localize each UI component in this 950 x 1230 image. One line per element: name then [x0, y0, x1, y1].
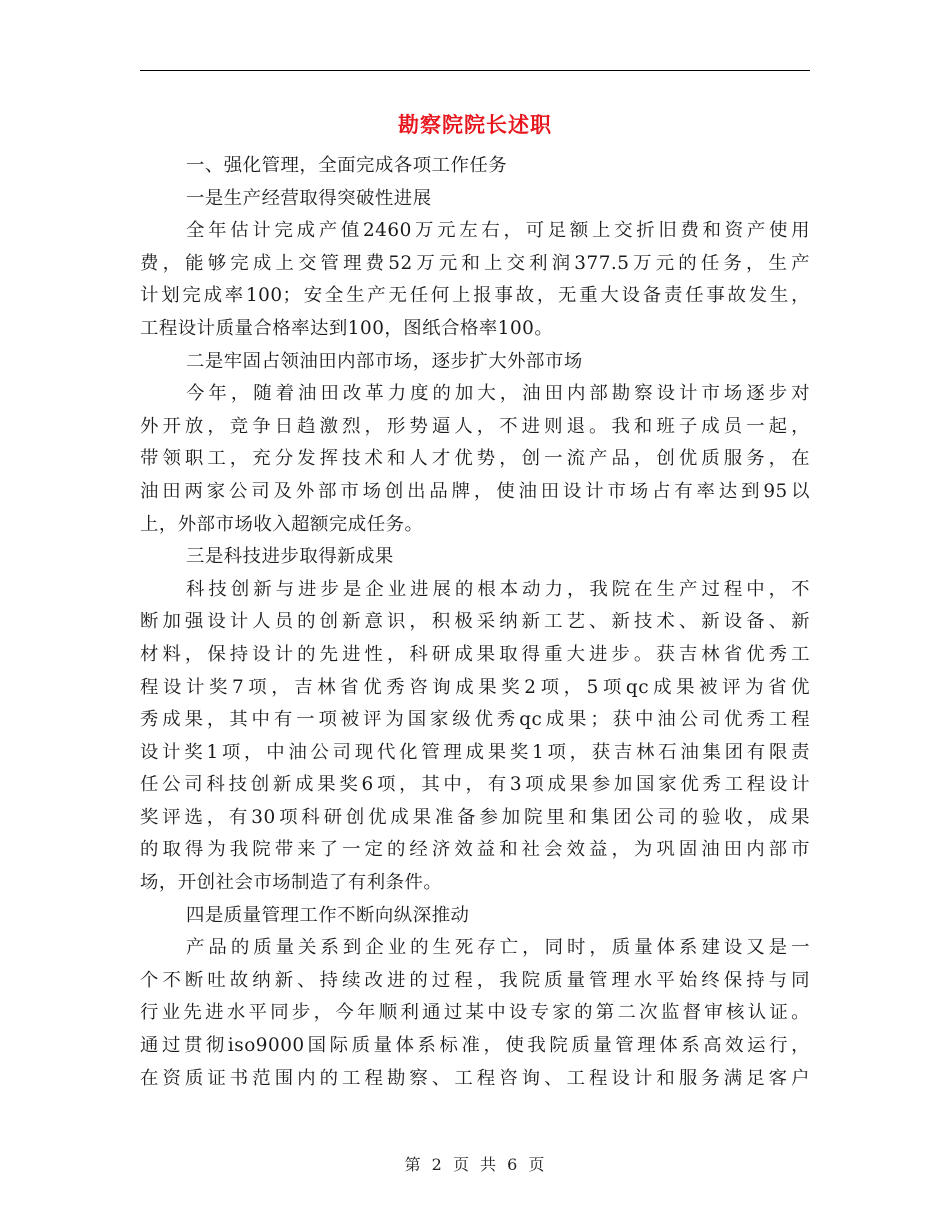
body-line: 个不断吐故纳新、持续改进的过程，我院质量管理水平始终保持与同 — [140, 969, 810, 991]
body-line: 外开放，竞争日趋激烈，形势逼人，不进则退。我和班子成员一起， — [140, 415, 810, 437]
body-line: 一、强化管理，全面完成各项工作任务 — [186, 155, 508, 176]
body-line: 奖评选，有30项科研创优成果准备参加院里和集团公司的验收，成果 — [140, 806, 810, 828]
body-line: 全年估计完成产值2460万元左右，可足额上交折旧费和资产使用 — [186, 220, 810, 242]
body-line: 材料，保持设计的先进性，科研成果取得重大进步。获吉林省优秀工 — [140, 643, 810, 665]
body-line: 断加强设计人员的创新意识，积极采纳新工艺、新技术、新设备、新 — [140, 611, 810, 633]
body-line: 秀成果，其中有一项被评为国家级优秀qc成果；获中油公司优秀工程 — [140, 709, 810, 731]
body-line: 二是牢固占领油田内部市场，逐步扩大外部市场 — [186, 350, 583, 372]
body-line: 工程设计质量合格率达到100，图纸合格率100。 — [140, 317, 554, 339]
body-line: 场，开创社会市场制造了有利条件。 — [140, 872, 443, 894]
body-line: 一是生产经营取得突破性进展 — [186, 187, 432, 209]
body-line: 上，外部市场收入超额完成任务。 — [140, 513, 424, 535]
body-line: 在资质证书范围内的工程勘察、工程咨询、工程设计和服务满足客户 — [140, 1067, 810, 1089]
body-line: 科技创新与进步是企业进展的根本动力，我院在生产过程中，不 — [186, 578, 810, 600]
header-rule — [140, 70, 810, 71]
body-line: 程设计奖7项，吉林省优秀咨询成果奖2项，5项qc成果被评为省优 — [140, 676, 810, 698]
body-line: 四是质量管理工作不断向纵深推动 — [186, 904, 470, 926]
body-line: 带领职工，充分发挥技术和人才优势，创一流产品，创优质服务，在 — [140, 448, 810, 470]
body-line: 行业先进水平同步，今年顺利通过某中设专家的第二次监督审核认证。 — [140, 1002, 810, 1024]
body-line: 任公司科技创新成果奖6项，其中，有3项成果参加国家优秀工程设计 — [140, 774, 810, 796]
page-footer: 第 2 页 共 6 页 — [404, 1155, 546, 1174]
body-line: 计划完成率100；安全生产无任何上报事故，无重大设备责任事故发生， — [140, 285, 810, 307]
body-line: 产品的质量关系到企业的生死存亡，同时，质量体系建设又是一 — [186, 937, 810, 959]
document-body — [140, 150, 810, 1095]
body-line: 今年，随着油田改革力度的加大，油田内部勘察设计市场逐步对 — [186, 383, 810, 405]
body-line: 三是科技进步取得新成果 — [186, 546, 394, 568]
body-line: 的取得为我院带来了一定的经济效益和社会效益，为巩固油田内部市 — [140, 839, 810, 861]
body-line: 设计奖1项，中油公司现代化管理成果奖1项，获吉林石油集团有限责 — [140, 741, 810, 763]
document-title: 勘察院院长述职 — [398, 112, 552, 137]
body-line: 油田两家公司及外部市场创出品牌，使油田设计市场占有率达到95以 — [140, 480, 810, 502]
body-line: 通过贯彻iso9000国际质量体系标准，使我院质量管理体系高效运行， — [140, 1035, 810, 1057]
body-line: 费，能够完成上交管理费52万元和上交利润377.5万元的任务，生产 — [140, 252, 810, 274]
